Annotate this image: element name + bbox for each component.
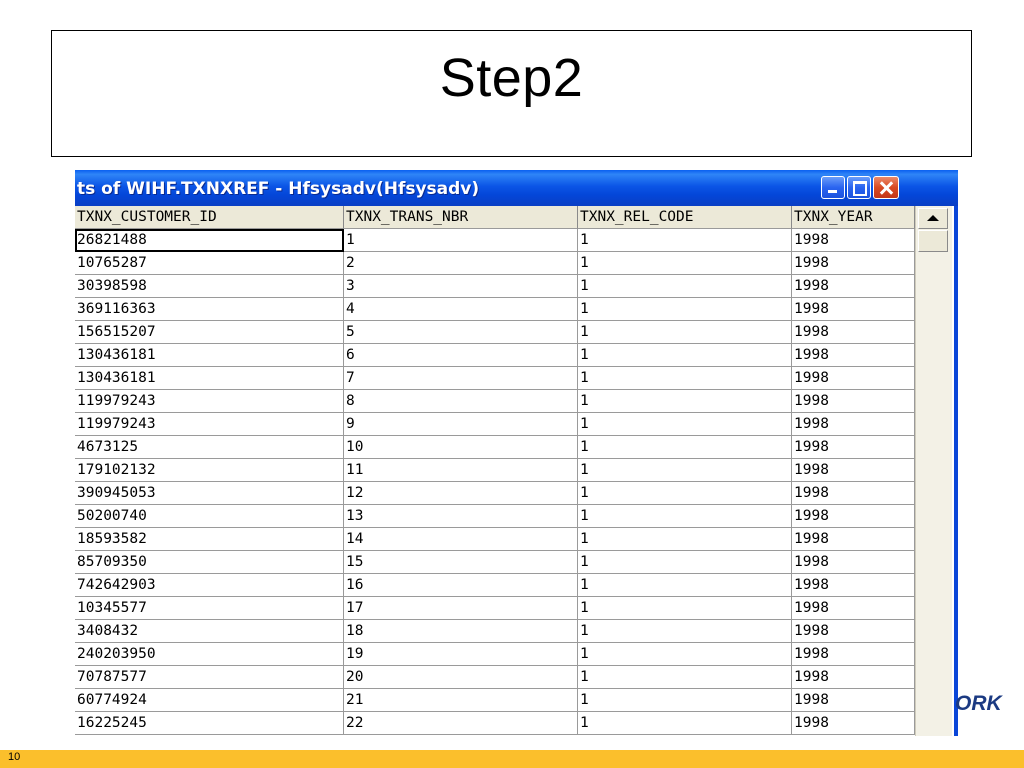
maximize-icon [848,177,870,198]
column-header-customer-id[interactable]: TXNX_CUSTOMER_ID [75,206,344,229]
cell-customer-id[interactable]: 156515207 [75,321,344,344]
cell-trans-nbr[interactable]: 4 [344,298,578,321]
cell-rel-code[interactable]: 1 [578,597,792,620]
cell-rel-code[interactable]: 1 [578,528,792,551]
cell-customer-id[interactable]: 742642903 [75,574,344,597]
cell-customer-id[interactable]: 390945053 [75,482,344,505]
cell-customer-id[interactable]: 369116363 [75,298,344,321]
table-row[interactable] [75,413,915,436]
cell-trans-nbr[interactable]: 3 [344,275,578,298]
cell-trans-nbr[interactable]: 19 [344,643,578,666]
cell-trans-nbr[interactable]: 1 [344,229,578,252]
cell-year[interactable]: 1998 [792,252,915,275]
cell-year[interactable]: 1998 [792,597,915,620]
close-button[interactable] [873,176,899,199]
cell-rel-code[interactable]: 1 [578,620,792,643]
window-titlebar[interactable] [75,170,958,206]
cell-year[interactable]: 1998 [792,298,915,321]
cell-rel-code[interactable]: 1 [578,505,792,528]
cell-customer-id[interactable]: 119979243 [75,413,344,436]
cell-year[interactable]: 1998 [792,367,915,390]
vertical-scrollbar[interactable] [915,206,952,736]
cell-year[interactable]: 1998 [792,275,915,298]
cell-rel-code[interactable]: 1 [578,367,792,390]
cell-trans-nbr[interactable]: 7 [344,367,578,390]
cell-trans-nbr[interactable]: 8 [344,390,578,413]
slide-number: 10 [8,751,21,763]
cell-customer-id[interactable]: 85709350 [75,551,344,574]
table-row[interactable] [75,482,915,505]
cell-year[interactable]: 1998 [792,321,915,344]
cell-trans-nbr[interactable]: 22 [344,712,578,735]
cell-year[interactable]: 1998 [792,229,915,252]
cell-rel-code[interactable]: 1 [578,551,792,574]
cell-year[interactable]: 1998 [792,551,915,574]
cell-year[interactable]: 1998 [792,574,915,597]
cell-rel-code[interactable]: 1 [578,413,792,436]
table-row[interactable] [75,367,915,390]
cell-rel-code[interactable]: 1 [578,390,792,413]
cell-trans-nbr[interactable]: 11 [344,459,578,482]
cell-customer-id[interactable]: 240203950 [75,643,344,666]
cell-trans-nbr[interactable]: 15 [344,551,578,574]
grid-header-row [75,206,915,229]
table-row[interactable] [75,666,915,689]
table-row[interactable] [75,321,915,344]
cell-customer-id[interactable]: 18593582 [75,528,344,551]
table-row[interactable] [75,505,915,528]
table-row[interactable] [75,252,915,275]
cell-trans-nbr[interactable]: 18 [344,620,578,643]
cell-year[interactable]: 1998 [792,620,915,643]
table-row[interactable] [75,574,915,597]
cell-rel-code[interactable]: 1 [578,574,792,597]
cell-rel-code[interactable]: 1 [578,229,792,252]
cell-customer-id[interactable]: 10345577 [75,597,344,620]
table-row[interactable] [75,344,915,367]
brand-logo-fragment: ORK [955,692,1002,715]
table-row[interactable] [75,275,915,298]
window-title: ts of WIHF.TXNXREF - Hfsysadv(Hfsysadv) [77,179,480,199]
cell-customer-id[interactable]: 10765287 [75,252,344,275]
cell-trans-nbr[interactable]: 5 [344,321,578,344]
cell-customer-id[interactable]: 70787577 [75,666,344,689]
close-icon [874,177,898,198]
table-row[interactable] [75,528,915,551]
cell-rel-code[interactable]: 1 [578,712,792,735]
cell-customer-id[interactable]: 50200740 [75,505,344,528]
table-row[interactable] [75,689,915,712]
cell-customer-id[interactable]: 3408432 [75,620,344,643]
minimize-icon [822,177,844,198]
cell-year[interactable]: 1998 [792,528,915,551]
table-row[interactable] [75,436,915,459]
cell-trans-nbr[interactable]: 6 [344,344,578,367]
data-grid [75,206,915,735]
cell-rel-code[interactable]: 1 [578,459,792,482]
slide-title: Step2 [439,48,584,108]
cell-year[interactable]: 1998 [792,436,915,459]
cell-trans-nbr[interactable]: 10 [344,436,578,459]
cell-trans-nbr[interactable]: 21 [344,689,578,712]
table-row[interactable] [75,643,915,666]
table-row[interactable] [75,459,915,482]
cell-rel-code[interactable]: 1 [578,666,792,689]
footer-bar [0,750,1024,768]
cell-rel-code[interactable]: 1 [578,344,792,367]
cell-customer-id[interactable]: 4673125 [75,436,344,459]
column-header-rel-code[interactable]: TXNX_REL_CODE [578,206,792,229]
table-row[interactable] [75,229,915,252]
maximize-button[interactable] [847,176,871,199]
scroll-thumb[interactable] [918,230,948,252]
cell-rel-code[interactable]: 1 [578,275,792,298]
table-row[interactable] [75,620,915,643]
cell-year[interactable]: 1998 [792,666,915,689]
table-contents-window [75,170,958,736]
cell-year[interactable]: 1998 [792,643,915,666]
cell-year[interactable]: 1998 [792,390,915,413]
cell-rel-code[interactable]: 1 [578,643,792,666]
column-header-year[interactable]: TXNX_YEAR [792,206,915,229]
slide-title-box [51,30,972,157]
cell-rel-code[interactable]: 1 [578,689,792,712]
cell-trans-nbr[interactable]: 17 [344,597,578,620]
column-header-trans-nbr[interactable]: TXNX_TRANS_NBR [344,206,578,229]
cell-customer-id[interactable]: 16225245 [75,712,344,735]
cell-trans-nbr[interactable]: 12 [344,482,578,505]
window-client-area [75,206,954,736]
cell-customer-id[interactable]: 179102132 [75,459,344,482]
table-row[interactable] [75,390,915,413]
cell-year[interactable]: 1998 [792,459,915,482]
scroll-up-arrow-icon[interactable] [918,208,948,229]
cell-year[interactable]: 1998 [792,413,915,436]
table-row[interactable] [75,298,915,321]
cell-year[interactable]: 1998 [792,712,915,735]
cell-rel-code[interactable]: 1 [578,252,792,275]
cell-year[interactable]: 1998 [792,505,915,528]
cell-customer-id[interactable]: 30398598 [75,275,344,298]
cell-customer-id[interactable]: 119979243 [75,390,344,413]
cell-trans-nbr[interactable]: 13 [344,505,578,528]
table-row[interactable] [75,551,915,574]
table-row[interactable] [75,597,915,620]
table-row[interactable] [75,712,915,735]
cell-rel-code[interactable]: 1 [578,298,792,321]
cell-customer-id[interactable]: 130436181 [75,344,344,367]
cell-customer-id[interactable]: 130436181 [75,367,344,390]
cell-rel-code[interactable]: 1 [578,482,792,505]
cell-year[interactable]: 1998 [792,689,915,712]
cell-trans-nbr[interactable]: 2 [344,252,578,275]
cell-customer-id[interactable]: 60774924 [75,689,344,712]
cell-customer-id[interactable]: 26821488 [75,229,344,252]
cell-trans-nbr[interactable]: 9 [344,413,578,436]
cell-trans-nbr[interactable]: 14 [344,528,578,551]
cell-trans-nbr[interactable]: 16 [344,574,578,597]
cell-trans-nbr[interactable]: 20 [344,666,578,689]
cell-year[interactable]: 1998 [792,344,915,367]
minimize-button[interactable] [821,176,845,199]
cell-rel-code[interactable]: 1 [578,436,792,459]
cell-year[interactable]: 1998 [792,482,915,505]
cell-rel-code[interactable]: 1 [578,321,792,344]
